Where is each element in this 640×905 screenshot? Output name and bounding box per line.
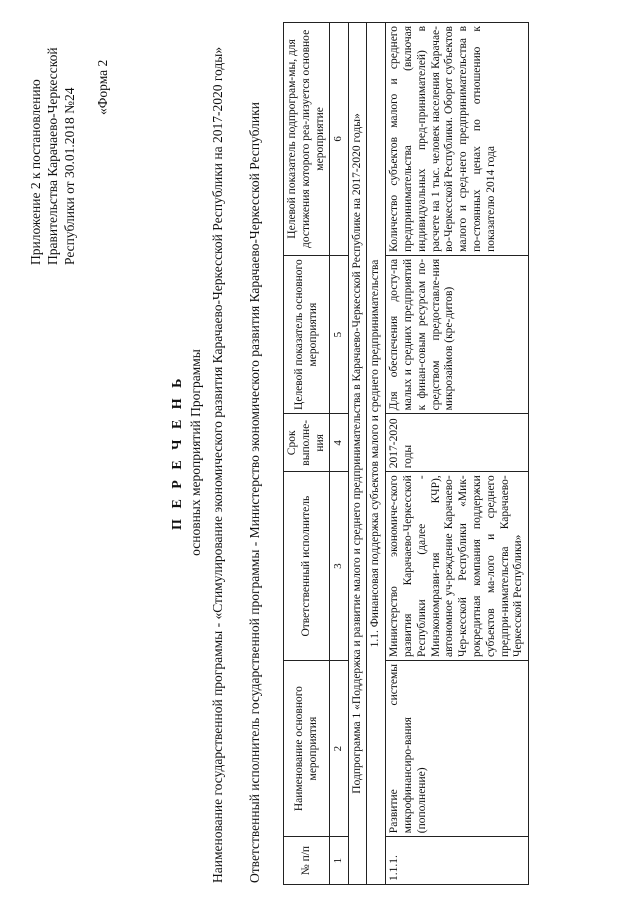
appendix-reference — [28, 20, 79, 265]
document-subtitle: основных мероприятий Программы — [188, 349, 203, 556]
subprogram-row — [348, 23, 367, 885]
header-cell: Срок выполне-ния — [284, 414, 330, 472]
table-header-row — [284, 23, 330, 885]
header-cell: Ответственный исполнитель — [284, 472, 330, 661]
table-row — [386, 23, 529, 885]
column-number: 4 — [330, 414, 348, 472]
section-row — [367, 23, 386, 885]
form-label: «Форма 2 — [95, 59, 110, 115]
executor-line: Ответственный исполнитель государственной программы - Министерство экономического развития Карачаево-Черкесской Республики — [247, 102, 262, 883]
column-number: 1 — [330, 837, 348, 885]
program-name-line: Наименование государственной программы - «Стимулирование экономического развития Карачаево-Черкесской Республики на 2017-2020 годы» — [210, 46, 225, 883]
section-title: 1.1. Финансовая поддержка субъектов малого и среднего предпринимательства — [367, 23, 386, 885]
measure-target: Для обеспечения досту-па малых и средних предприятий к финан-совым ресурсам по-средством предоставле-ния микрозаймов (кре-дитов) — [386, 255, 529, 414]
column-number: 2 — [330, 661, 348, 837]
header-cell: Целевой показатель основного мероприятия — [284, 255, 330, 414]
header-cell: Наименование основного мероприятия — [284, 661, 330, 837]
header-cell: Целевой показатель подпрограм-мы, для достижения которого реа-лизуется основное мероприятие — [284, 23, 330, 256]
appendix-line: Приложение 2 к постановлению — [28, 79, 43, 265]
column-number: 5 — [330, 255, 348, 414]
measure-term: 2017-2020 годы — [386, 414, 529, 472]
measures-table — [283, 22, 529, 885]
header-cell: № п/п — [284, 837, 330, 885]
measure-name: Развитие системы микрофинансиро-вания (пополнение) — [386, 661, 529, 837]
subprogram-title: Подпрограмма 1 «Поддержка и развитие малого и среднего предпринимательства в Карачаево-Черкесской Республике на 2017-2020 годы» — [348, 23, 367, 885]
appendix-line: Республики от 30.01.2018 №24 — [61, 87, 77, 265]
column-number: 3 — [330, 472, 348, 661]
column-number-row — [330, 23, 348, 885]
document-title: П Е Р Е Ч Е Н Ь — [170, 375, 185, 530]
program-target: Количество субъектов малого и среднего предпринимательства (включая индивидуальных пред-принимателей) в расчете на 1 тыс. человек населения Карачае-во-Черкесской Республики. Оборот субъектов малого и сред-него предпринимательства в по-стоянных ценах по отношению к показателю 2014 года — [386, 23, 529, 256]
measure-executor: Министерство экономиче-ского развития Карачаево-Черкесской Республики (далее - Минэкономразви-тия КЧР), автономное уч-реждение Карачаево-Чер-кесской Республики «Мик-рокредитная компания поддержки субъектов ма-лого и среднего предпри-нимательства Карачаево-Черкесской Республики» — [386, 472, 529, 661]
row-number: 1.1.1. — [386, 837, 529, 885]
column-number: 6 — [330, 23, 348, 256]
appendix-line: Правительства Карачаево-Черкесской — [44, 47, 60, 265]
